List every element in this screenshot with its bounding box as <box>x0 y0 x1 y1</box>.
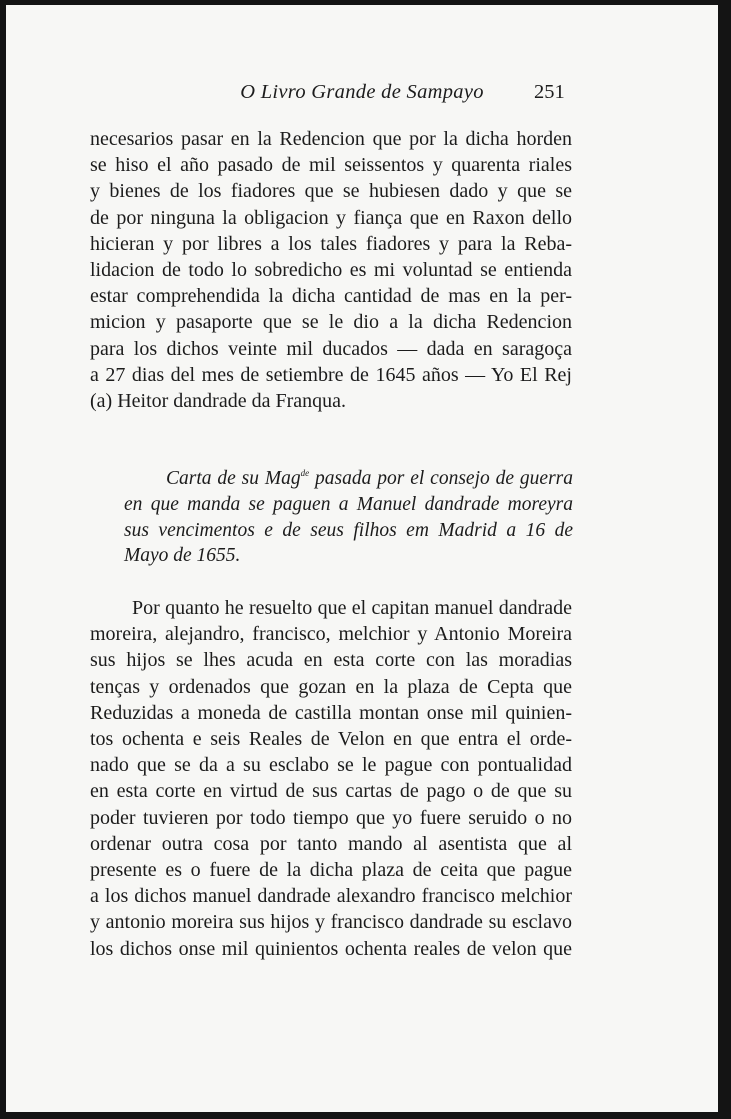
book-page <box>6 5 718 1112</box>
text-line: nado que se da a su esclabo se le pague con pontualidad <box>90 754 572 777</box>
text-line: lidacion de todo lo sobredicho es mi voluntad se entienda <box>90 259 572 282</box>
text-line: para los dichos veinte mil ducados — dada en saragoça <box>90 337 572 360</box>
text-line: a 27 dias del mes de setiembre de 1645 años — Yo El Rej <box>90 363 572 386</box>
text-line: poder tuvieren por todo tiempo que yo fuere seruido o no <box>90 806 572 829</box>
text-line: Por quanto he resuelto que el capitan manuel dandrade <box>132 597 572 619</box>
page-header <box>6 77 718 107</box>
text-line: los dichos onse mil quinientos ochenta reales de velon que <box>90 937 572 960</box>
text-line: se hiso el año pasado de mil seissentos y quarenta riales <box>90 154 572 177</box>
text-line: de por ninguna la obligacion y fiança que en Raxon dello <box>90 206 572 229</box>
text-line: en esta corte en virtud de sus cartas de pago o de que su <box>90 780 572 803</box>
caption-line: en que manda se paguen a Manuel dandrade moreyra <box>124 493 573 515</box>
text-line: moreira, alejandro, francisco, melchior y Antonio Moreira <box>90 623 572 646</box>
caption-superscript: de <box>300 468 310 478</box>
text-line: y antonio moreira sus hijos y francisco dandrade su esclavo <box>90 911 572 934</box>
caption-line <box>124 461 573 492</box>
text-line: necesarios pasar en la Redencion que por la dicha horden <box>90 128 572 150</box>
text-line: estar comprehendida la dicha cantidad de mas en la per- <box>90 285 572 308</box>
caption-line: sus vencimentos e de seus filhos em Madrid a 16 de <box>124 519 573 541</box>
text-line: presente es o fuere de la dicha plaza de ceita que pague <box>90 859 572 882</box>
text-line: sus hijos se lhes acuda en esta corte con las moradias <box>90 649 572 672</box>
page-number: 251 <box>534 81 565 103</box>
document-caption <box>124 461 573 569</box>
caption-text: pasada por el consejo de guerra <box>309 468 574 489</box>
text-line: hicieran y por libres a los tales fiadores y para la Reba- <box>90 232 572 255</box>
text-line: Reduzidas a moneda de castilla montan onse mil quinien- <box>90 701 572 724</box>
text-line: micion y pasaporte que se le dio a la dicha Redencion <box>90 311 572 334</box>
paragraph-1 <box>90 126 572 414</box>
text-line: a los dichos manuel dandrade alexandro francisco melchior <box>90 885 572 908</box>
text-line: y bienes de los fiadores que se hubiesen dado y que se <box>90 180 572 203</box>
text-line: tenças y ordenados que gozan en la plaza de Cepta que <box>90 675 572 698</box>
text-line: ordenar outra cosa por tanto mando al asentista que al <box>90 832 572 855</box>
paragraph-2 <box>90 595 572 962</box>
running-title: O Livro Grande de Sampayo <box>240 81 484 103</box>
caption-line: Mayo de 1655. <box>124 545 241 567</box>
caption-text: Carta de su Mag <box>166 468 301 489</box>
text-line: tos ochenta e seis Reales de Velon en que entra el orde- <box>90 728 572 751</box>
text-line: (a) Heitor dandrade da Franqua. <box>90 390 346 413</box>
